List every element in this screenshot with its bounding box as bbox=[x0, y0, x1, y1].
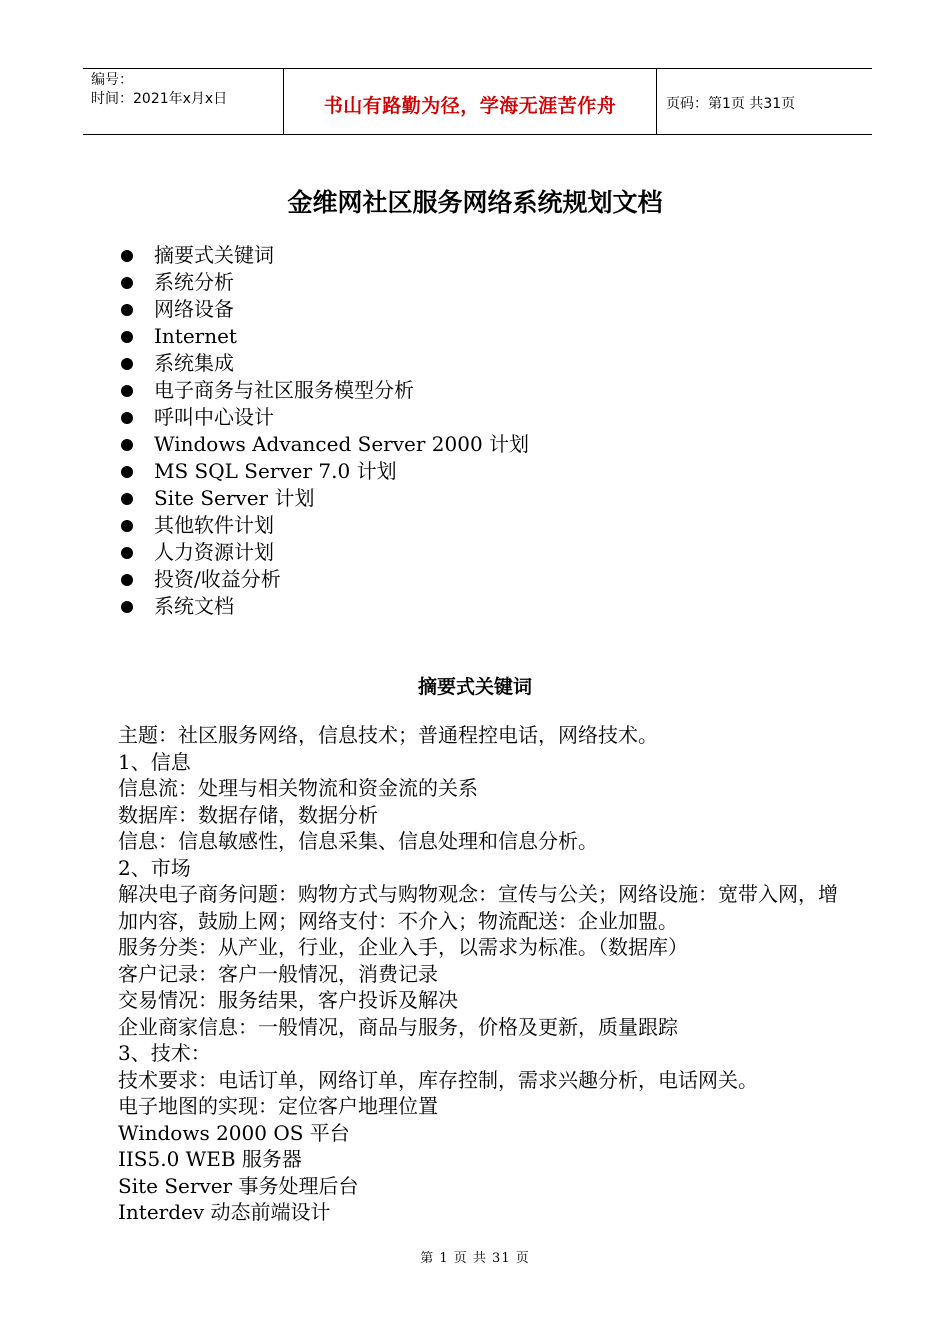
section-heading: 摘要式关键词 bbox=[417, 676, 532, 698]
bullet-icon bbox=[121, 277, 133, 289]
toc-item bbox=[118, 566, 529, 593]
header-motto-cell bbox=[284, 69, 657, 134]
toc-item bbox=[118, 296, 529, 323]
toc-item-label: Windows Advanced Server 2000 计划 bbox=[154, 432, 530, 456]
body-line: Site Server 事务处理后台 bbox=[118, 1173, 359, 1198]
bullet-icon bbox=[121, 304, 133, 316]
toc-item bbox=[118, 323, 529, 350]
toc-item bbox=[118, 269, 529, 296]
bullet-icon bbox=[121, 520, 133, 532]
toc-item bbox=[118, 242, 529, 269]
body-line: 交易情况：服务结果，客户投诉及解决 bbox=[118, 988, 458, 1012]
toc-item-label: 系统集成 bbox=[154, 351, 234, 375]
body-paragraph: 解决电子商务问题：购物方式与购物观念：宣传与公关；网络设施：宽带入网，增加内容，鼓励上网；网络支付：不介入；物流配送：企业加盟。 bbox=[118, 882, 838, 933]
bullet-icon bbox=[121, 385, 133, 397]
toc-item-label: Internet bbox=[154, 324, 237, 348]
bullet-icon bbox=[121, 439, 133, 451]
document-number-label: 编号： bbox=[91, 72, 133, 88]
bullet-icon bbox=[121, 574, 133, 586]
toc-item-label: 网络设备 bbox=[154, 297, 234, 321]
bullet-icon bbox=[121, 547, 133, 559]
body-line: 信息流：处理与相关物流和资金流的关系 bbox=[118, 776, 478, 800]
body-line: 1、信息 bbox=[118, 749, 191, 774]
toc-item-label: Site Server 计划 bbox=[154, 486, 315, 510]
bullet-icon bbox=[121, 358, 133, 370]
toc-item-label: MS SQL Server 7.0 计划 bbox=[154, 459, 397, 483]
bullet-icon bbox=[121, 331, 133, 343]
table-of-contents bbox=[118, 242, 529, 620]
toc-item bbox=[118, 458, 529, 485]
body-line: IIS5.0 WEB 服务器 bbox=[118, 1147, 302, 1171]
body-line: 技术要求：电话订单，网络订单，库存控制，需求兴趣分析，电话网关。 bbox=[118, 1067, 758, 1092]
bullet-icon bbox=[121, 412, 133, 424]
bullet-icon bbox=[121, 250, 133, 262]
body-line: 3、技术： bbox=[118, 1041, 211, 1065]
bullet-icon bbox=[121, 601, 133, 613]
toc-item-label: 呼叫中心设计 bbox=[154, 405, 274, 429]
toc-item bbox=[118, 377, 529, 404]
header-page-info: 页码：第1页 共31页 bbox=[666, 95, 796, 112]
toc-item-label: 系统文档 bbox=[154, 594, 234, 618]
body-line: 2、市场 bbox=[118, 855, 191, 880]
toc-item-label: 人力资源计划 bbox=[154, 540, 274, 564]
toc-item bbox=[118, 431, 529, 458]
toc-item-label: 其他软件计划 bbox=[154, 513, 274, 537]
toc-item bbox=[118, 539, 529, 566]
body-line: Interdev 动态前端设计 bbox=[118, 1200, 331, 1224]
body-line: 企业商家信息：一般情况，商品与服务，价格及更新，质量跟踪 bbox=[118, 1014, 678, 1039]
toc-item-label: 电子商务与社区服务模型分析 bbox=[154, 378, 414, 402]
body-line: 数据库：数据存储，数据分析 bbox=[118, 802, 378, 827]
body-line: 服务分类：从产业，行业，企业入手，以需求为标准。（数据库） bbox=[118, 935, 688, 959]
toc-item bbox=[118, 593, 529, 620]
body-line: Windows 2000 OS 平台 bbox=[118, 1120, 350, 1145]
header-table bbox=[83, 68, 872, 135]
document-date: 时间：2021年x月x日 bbox=[91, 91, 228, 107]
body-line: 信息：信息敏感性，信息采集、信息处理和信息分析。 bbox=[118, 829, 598, 853]
section-body bbox=[118, 722, 838, 1226]
header-meta-cell bbox=[83, 69, 284, 134]
bullet-icon bbox=[121, 466, 133, 478]
header-motto: 书山有路勤为径，学海无涯苦作舟 bbox=[323, 95, 617, 117]
toc-item-label: 投资/收益分析 bbox=[154, 567, 281, 591]
bullet-icon bbox=[121, 493, 133, 505]
header-page-cell bbox=[657, 69, 872, 134]
toc-item-label: 摘要式关键词 bbox=[154, 243, 274, 267]
page-footer: 第 1 页 共 31 页 bbox=[420, 1251, 530, 1266]
body-line: 电子地图的实现：定位客户地理位置 bbox=[118, 1094, 438, 1118]
toc-item bbox=[118, 485, 529, 512]
document-title: 金维网社区服务网络系统规划文档 bbox=[287, 188, 663, 217]
toc-item bbox=[118, 404, 529, 431]
body-line: 主题：社区服务网络，信息技术；普通程控电话，网络技术。 bbox=[118, 723, 658, 747]
toc-item bbox=[118, 512, 529, 539]
toc-item bbox=[118, 350, 529, 377]
toc-item-label: 系统分析 bbox=[154, 270, 234, 294]
body-line: 客户记录：客户一般情况，消费记录 bbox=[118, 961, 438, 986]
